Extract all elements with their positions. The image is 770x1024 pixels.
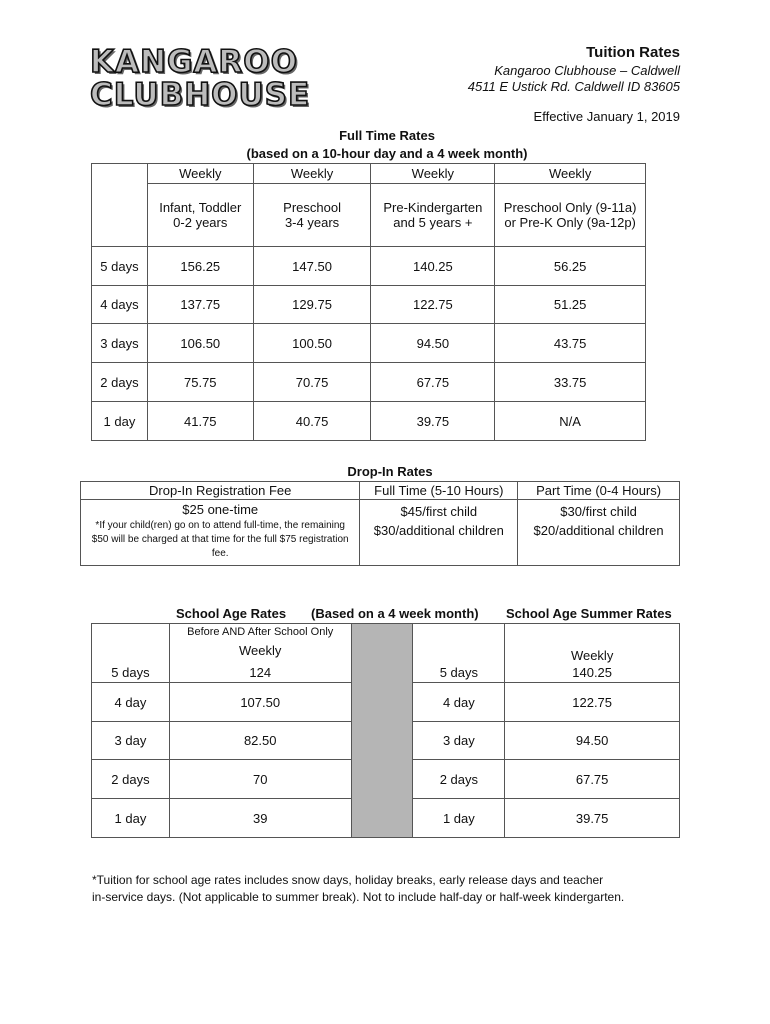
rate-cell: 156.25: [147, 247, 253, 286]
header-subtitle: Kangaroo Clubhouse – Caldwell: [494, 63, 680, 78]
rate-cell: 41.75: [147, 402, 253, 441]
summer-row-label: 1 day: [413, 799, 505, 838]
rate-cell: 43.75: [495, 324, 646, 363]
rate-cell: 51.25: [495, 286, 646, 324]
row-label: 3 day: [92, 722, 170, 760]
drop-in-full-time-header: Full Time (5-10 Hours): [360, 482, 518, 500]
before-after-header: [169, 624, 351, 664]
rate-cell: 94.50: [371, 324, 495, 363]
registration-fee-note: *If your child(ren) go on to attend full-time, the remaining $50 will be charged at that time for the full $75 registration fee.: [91, 520, 349, 559]
part-time-first-child: $30/first child: [560, 504, 637, 519]
footnote-line-2: in-service days. (Not applicable to summer break). Not to include half-day or half-week kindergarten.: [92, 890, 625, 904]
weekly-header-row: [92, 164, 646, 184]
empty-cell: [92, 164, 148, 184]
rate-cell: 67.75: [371, 363, 495, 402]
empty-cell: [92, 624, 170, 664]
row-label: 5 days: [92, 664, 170, 683]
rate-cell: 33.75: [495, 363, 646, 402]
full-time-subtitle: (based on a 10-hour day and a 4 week month): [246, 146, 528, 161]
empty-cell: [92, 184, 148, 247]
rate-cell: 56.25: [495, 247, 646, 286]
summer-weekly-label: Weekly: [505, 624, 680, 664]
registration-fee: $25 one-time: [182, 502, 259, 517]
registration-fee-cell: [81, 500, 360, 566]
page-title: Tuition Rates: [586, 44, 680, 61]
drop-in-part-time-header: Part Time (0-4 Hours): [518, 482, 680, 500]
rate-cell: 147.50: [253, 247, 371, 286]
row-label: 1 day: [92, 402, 148, 441]
rate-cell: 70.75: [253, 363, 371, 402]
full-time-drop-in-cell: [360, 500, 518, 566]
drop-in-values-row: [81, 500, 680, 566]
summer-rate-cell: 140.25: [505, 664, 680, 683]
rate-cell: 39: [169, 799, 351, 838]
rate-cell: 70: [169, 760, 351, 799]
row-label: 5 days: [92, 247, 148, 286]
age-group-pre-kindergarten: Pre-Kindergarten and 5 years +: [371, 184, 495, 247]
rate-cell: 107.50: [169, 683, 351, 722]
age-group-infant-toddler: Infant, Toddler 0-2 years: [147, 184, 253, 247]
table-row: [92, 324, 646, 363]
weekly-label: Weekly: [495, 164, 646, 184]
drop-in-title: Drop-In Rates: [347, 464, 433, 479]
footnote: [92, 872, 692, 906]
school-age-title: School Age Rates: [176, 606, 287, 621]
rate-cell: N/A: [495, 402, 646, 441]
part-time-drop-in-cell: [518, 500, 680, 566]
footnote-line-1: *Tuition for school age rates includes snow days, holiday breaks, early release days and teacher: [92, 873, 604, 887]
table-row: [92, 286, 646, 324]
empty-cell: [413, 624, 505, 664]
full-time-rates-table: [91, 163, 646, 441]
header-address: 4511 E Ustick Rd. Caldwell ID 83605: [467, 79, 680, 94]
rate-cell: 39.75: [371, 402, 495, 441]
row-label: 1 day: [92, 799, 170, 838]
rate-cell: 75.75: [147, 363, 253, 402]
drop-in-registration-header: Drop-In Registration Fee: [81, 482, 360, 500]
full-time-title: Full Time Rates: [339, 128, 435, 143]
school-age-summer-title: School Age Summer Rates: [506, 606, 672, 621]
weekly-label: Weekly: [371, 164, 495, 184]
full-time-additional-children: $30/additional children: [373, 523, 504, 538]
table-row: [92, 247, 646, 286]
drop-in-header-row: [81, 482, 680, 500]
part-time-additional-children: $20/additional children: [533, 523, 664, 538]
age-group-row: [92, 184, 646, 247]
summer-rate-cell: 122.75: [505, 683, 680, 722]
summer-rate-cell: 94.50: [505, 722, 680, 760]
weekly-label: Weekly: [147, 164, 253, 184]
drop-in-rates-table: [80, 481, 680, 566]
school-age-header-row: [92, 624, 680, 664]
weekly-label: Weekly: [253, 164, 371, 184]
rate-cell: 124: [169, 664, 351, 683]
rate-cell: 140.25: [371, 247, 495, 286]
age-group-preschool: Preschool 3-4 years: [253, 184, 371, 247]
row-label: 3 days: [92, 324, 148, 363]
logo-line-2: CLUBHOUSE: [90, 77, 311, 113]
rate-cell: 100.50: [253, 324, 371, 363]
row-label: 2 days: [92, 760, 170, 799]
rate-cell: 137.75: [147, 286, 253, 324]
full-time-first-child: $45/first child: [400, 504, 478, 519]
divider-column: [351, 624, 413, 838]
rate-cell: 82.50: [169, 722, 351, 760]
rate-cell: 129.75: [253, 286, 371, 324]
table-row: [92, 363, 646, 402]
summer-row-label: 5 days: [413, 664, 505, 683]
summer-row-label: 4 day: [413, 683, 505, 722]
before-after-label: Before AND After School Only: [187, 626, 334, 638]
logo-line-1: KANGAROO: [90, 44, 298, 80]
summer-row-label: 2 days: [413, 760, 505, 799]
row-label: 4 day: [92, 683, 170, 722]
row-label: 4 days: [92, 286, 148, 324]
table-row: [92, 402, 646, 441]
rate-cell: 122.75: [371, 286, 495, 324]
school-age-rates-table: [91, 623, 680, 838]
summer-rate-cell: 67.75: [505, 760, 680, 799]
rate-cell: 40.75: [253, 402, 371, 441]
summer-row-label: 3 day: [413, 722, 505, 760]
weekly-label: Weekly: [239, 643, 282, 658]
kangaroo-clubhouse-logo: [90, 46, 340, 118]
school-age-basis: (Based on a 4 week month): [311, 606, 479, 621]
rate-cell: 106.50: [147, 324, 253, 363]
row-label: 2 days: [92, 363, 148, 402]
effective-date: Effective January 1, 2019: [533, 109, 680, 124]
summer-rate-cell: 39.75: [505, 799, 680, 838]
age-group-preschool-only: Preschool Only (9-11a) or Pre-K Only (9a-12p): [495, 184, 646, 247]
